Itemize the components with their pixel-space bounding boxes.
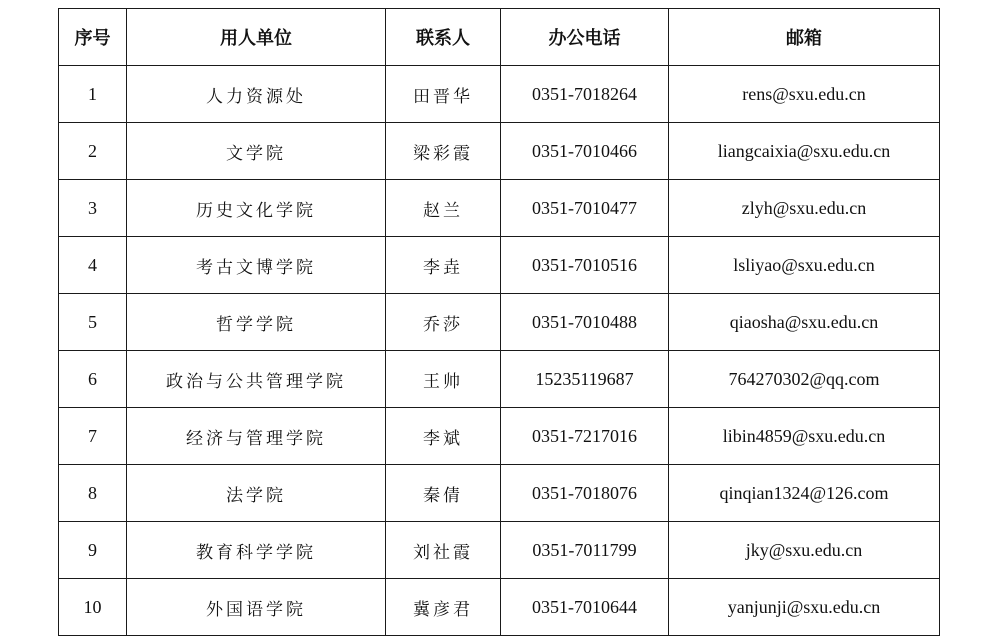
cell-office-phone: 15235119687 bbox=[501, 351, 669, 408]
header-employer: 用人单位 bbox=[127, 9, 386, 66]
cell-office-phone: 0351-7010466 bbox=[501, 123, 669, 180]
cell-office-phone: 0351-7010488 bbox=[501, 294, 669, 351]
cell-email: yanjunji@sxu.edu.cn bbox=[669, 579, 940, 636]
cell-email: 764270302@qq.com bbox=[669, 351, 940, 408]
cell-office-phone: 0351-7018076 bbox=[501, 465, 669, 522]
cell-index: 9 bbox=[59, 522, 127, 579]
cell-office-phone: 0351-7010516 bbox=[501, 237, 669, 294]
table-header-row bbox=[59, 9, 940, 66]
cell-employer: 经济与管理学院 bbox=[127, 408, 386, 465]
cell-email: libin4859@sxu.edu.cn bbox=[669, 408, 940, 465]
cell-contact-person: 田晋华 bbox=[386, 66, 501, 123]
table-row bbox=[59, 294, 940, 351]
cell-index: 5 bbox=[59, 294, 127, 351]
contact-table-container bbox=[58, 8, 940, 636]
cell-index: 10 bbox=[59, 579, 127, 636]
cell-employer: 文学院 bbox=[127, 123, 386, 180]
cell-contact-person: 梁彩霞 bbox=[386, 123, 501, 180]
cell-contact-person: 乔莎 bbox=[386, 294, 501, 351]
cell-index: 1 bbox=[59, 66, 127, 123]
cell-contact-person: 秦倩 bbox=[386, 465, 501, 522]
cell-contact-person: 刘社霞 bbox=[386, 522, 501, 579]
cell-office-phone: 0351-7217016 bbox=[501, 408, 669, 465]
header-office-phone: 办公电话 bbox=[501, 9, 669, 66]
cell-index: 8 bbox=[59, 465, 127, 522]
contact-table bbox=[58, 8, 940, 636]
cell-email: lsliyao@sxu.edu.cn bbox=[669, 237, 940, 294]
cell-office-phone: 0351-7018264 bbox=[501, 66, 669, 123]
cell-email: qinqian1324@126.com bbox=[669, 465, 940, 522]
cell-office-phone: 0351-7010477 bbox=[501, 180, 669, 237]
cell-office-phone: 0351-7010644 bbox=[501, 579, 669, 636]
cell-email: qiaosha@sxu.edu.cn bbox=[669, 294, 940, 351]
cell-email: rens@sxu.edu.cn bbox=[669, 66, 940, 123]
cell-email: zlyh@sxu.edu.cn bbox=[669, 180, 940, 237]
cell-email: jky@sxu.edu.cn bbox=[669, 522, 940, 579]
cell-contact-person: 冀彦君 bbox=[386, 579, 501, 636]
cell-index: 2 bbox=[59, 123, 127, 180]
cell-contact-person: 李斌 bbox=[386, 408, 501, 465]
cell-index: 4 bbox=[59, 237, 127, 294]
table-row bbox=[59, 351, 940, 408]
cell-employer: 外国语学院 bbox=[127, 579, 386, 636]
table-row bbox=[59, 180, 940, 237]
cell-index: 6 bbox=[59, 351, 127, 408]
cell-employer: 哲学学院 bbox=[127, 294, 386, 351]
header-index: 序号 bbox=[59, 9, 127, 66]
table-row bbox=[59, 237, 940, 294]
cell-employer: 政治与公共管理学院 bbox=[127, 351, 386, 408]
header-email: 邮箱 bbox=[669, 9, 940, 66]
header-contact-person: 联系人 bbox=[386, 9, 501, 66]
cell-contact-person: 李垚 bbox=[386, 237, 501, 294]
cell-employer: 教育科学学院 bbox=[127, 522, 386, 579]
cell-office-phone: 0351-7011799 bbox=[501, 522, 669, 579]
cell-employer: 法学院 bbox=[127, 465, 386, 522]
cell-email: liangcaixia@sxu.edu.cn bbox=[669, 123, 940, 180]
cell-index: 7 bbox=[59, 408, 127, 465]
cell-employer: 历史文化学院 bbox=[127, 180, 386, 237]
cell-contact-person: 赵兰 bbox=[386, 180, 501, 237]
cell-employer: 考古文博学院 bbox=[127, 237, 386, 294]
table-row bbox=[59, 465, 940, 522]
table-row bbox=[59, 579, 940, 636]
table-row bbox=[59, 522, 940, 579]
cell-index: 3 bbox=[59, 180, 127, 237]
cell-employer: 人力资源处 bbox=[127, 66, 386, 123]
table-row bbox=[59, 408, 940, 465]
table-row bbox=[59, 123, 940, 180]
table-row bbox=[59, 66, 940, 123]
cell-contact-person: 王帅 bbox=[386, 351, 501, 408]
